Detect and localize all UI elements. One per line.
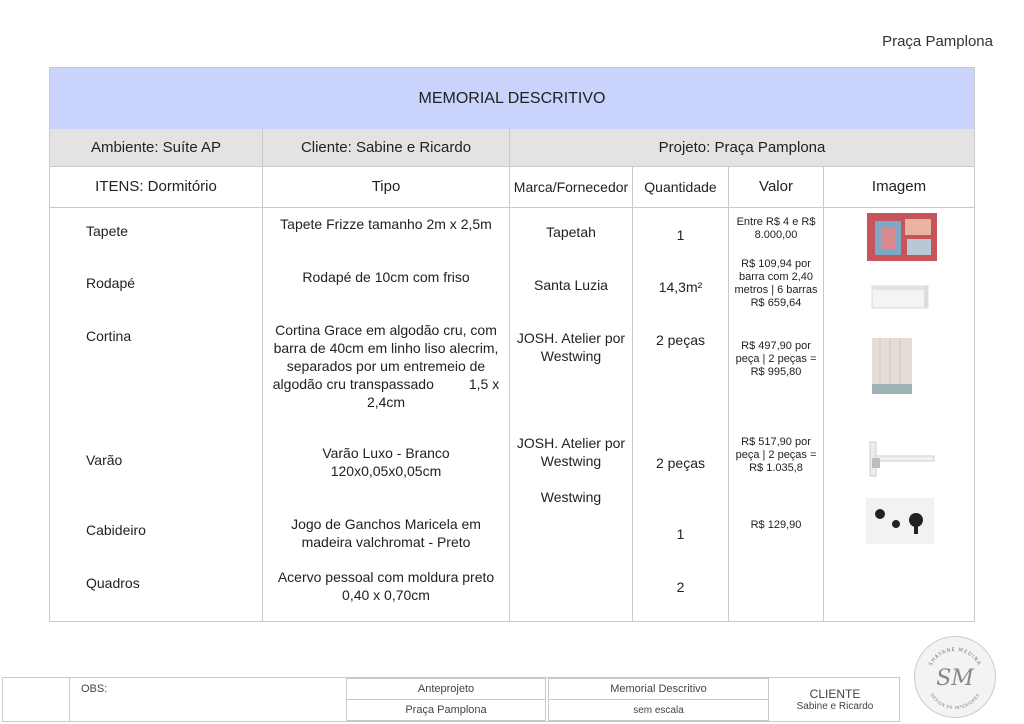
row-item-rodape: Rodapé [86, 275, 136, 291]
row-qtd-cortina: 2 peças [655, 332, 706, 348]
row-valor-cortina: R$ 497,90 por peça | 2 peças = R$ 995,80 [735, 340, 817, 378]
baseboard-image [870, 280, 932, 314]
row-tipo-rodape: Rodapé de 10cm com friso [302, 269, 470, 285]
column-headers [50, 166, 974, 208]
row-marca-tapete: Tapetah [546, 224, 596, 240]
row-valor-rodape: R$ 109,94 por barra com 2,40 metros | 6 barras R$ 659,64 [734, 258, 818, 309]
row-qtd-varao: 2 peças [655, 455, 706, 471]
row-marca-cortina: JOSH. Atelier por Westwing [516, 330, 626, 364]
logo-sub-text: DESIGN DE INTERIORES [929, 692, 981, 711]
ambiente-label: Ambiente: Suíte AP [90, 139, 222, 156]
row-valor-cabideiro: R$ 129,90 [750, 519, 802, 531]
row-qtd-cabideiro: 1 [676, 526, 685, 542]
logo-initials: SM [936, 666, 974, 691]
row-item-cabideiro: Cabideiro [86, 522, 146, 538]
rug-image [867, 213, 937, 261]
row-tipo-varao: Varão Luxo - Branco 120x0,05x0,05cm [322, 445, 450, 479]
cliente-footer-name: Sabine e Ricardo [796, 701, 874, 712]
row-marca-varao: JOSH. Atelier por Westwing [516, 435, 626, 469]
svg-text:DESIGN DE INTERIORES [930, 692, 981, 710]
svg-text:SHAYANE MEDINA [928, 647, 982, 667]
obs-label: OBS: [81, 683, 108, 695]
documento-label: Memorial Descritivo [548, 678, 769, 700]
logo-ring-text: SHAYANE MEDINA [927, 646, 983, 668]
row-tipo-quadros: Acervo pessoal com moldura preto 0,40 x 0,70cm [277, 569, 495, 603]
row-qtd-rodape: 14,3m² [658, 279, 703, 295]
curtain-image [870, 336, 914, 398]
memorial-table [49, 67, 975, 622]
col-itens: ITENS: Dormitório [95, 178, 217, 195]
page-title: Praça Pamplona [882, 33, 993, 50]
row-qtd-quadros: 2 [676, 579, 685, 595]
hooks-image [866, 498, 934, 544]
info-row [50, 129, 974, 167]
col-marca: Marca/Fornecedor [513, 178, 629, 195]
col-quantidade: Quantidade [644, 178, 717, 195]
row-valor-varao: R$ 517,90 por peça | 2 peças = R$ 1.035,8 [735, 436, 817, 474]
curtain-rod-image [866, 438, 938, 480]
designer-logo [914, 636, 996, 718]
row-item-tapete: Tapete [86, 223, 129, 239]
col-imagem: Imagem [871, 178, 927, 195]
row-item-varao: Varão [86, 452, 123, 468]
row-item-cortina: Cortina [86, 328, 132, 344]
row-marca-rodape: Santa Luzia [534, 277, 608, 293]
row-qtd-tapete: 1 [676, 227, 685, 243]
fase-label: Anteprojeto [346, 678, 546, 700]
row-item-quadros: Quadros [86, 575, 140, 591]
col-valor: Valor [759, 178, 793, 195]
col-tipo: Tipo [371, 178, 401, 195]
row-marca-cabideiro: Westwing [540, 489, 602, 505]
escala-label: sem escala [548, 699, 769, 721]
row-tipo-cabideiro: Jogo de Ganchos Maricela em madeira valchromat - Preto [291, 516, 481, 550]
row-valor-tapete: Entre R$ 4 e R$ 8.000,00 [736, 216, 816, 241]
projeto-label: Projeto: Praça Pamplona [658, 139, 826, 156]
row-tipo-tapete: Tapete Frizze tamanho 2m x 2,5m [280, 216, 492, 232]
cliente-footer-label: CLIENTE [809, 687, 861, 701]
projeto-footer-label: Praça Pamplona [346, 699, 546, 721]
table-title: MEMORIAL DESCRITIVO [50, 68, 974, 130]
title-block [2, 677, 900, 722]
row-tipo-cortina: Cortina Grace em algodão cru, com barra de 40cm em linho liso alecrim, separados por um entremeio de algodão cru transpassado 1,5 x 2,4cm [272, 322, 504, 410]
cliente-label: Cliente: Sabine e Ricardo [300, 139, 472, 156]
